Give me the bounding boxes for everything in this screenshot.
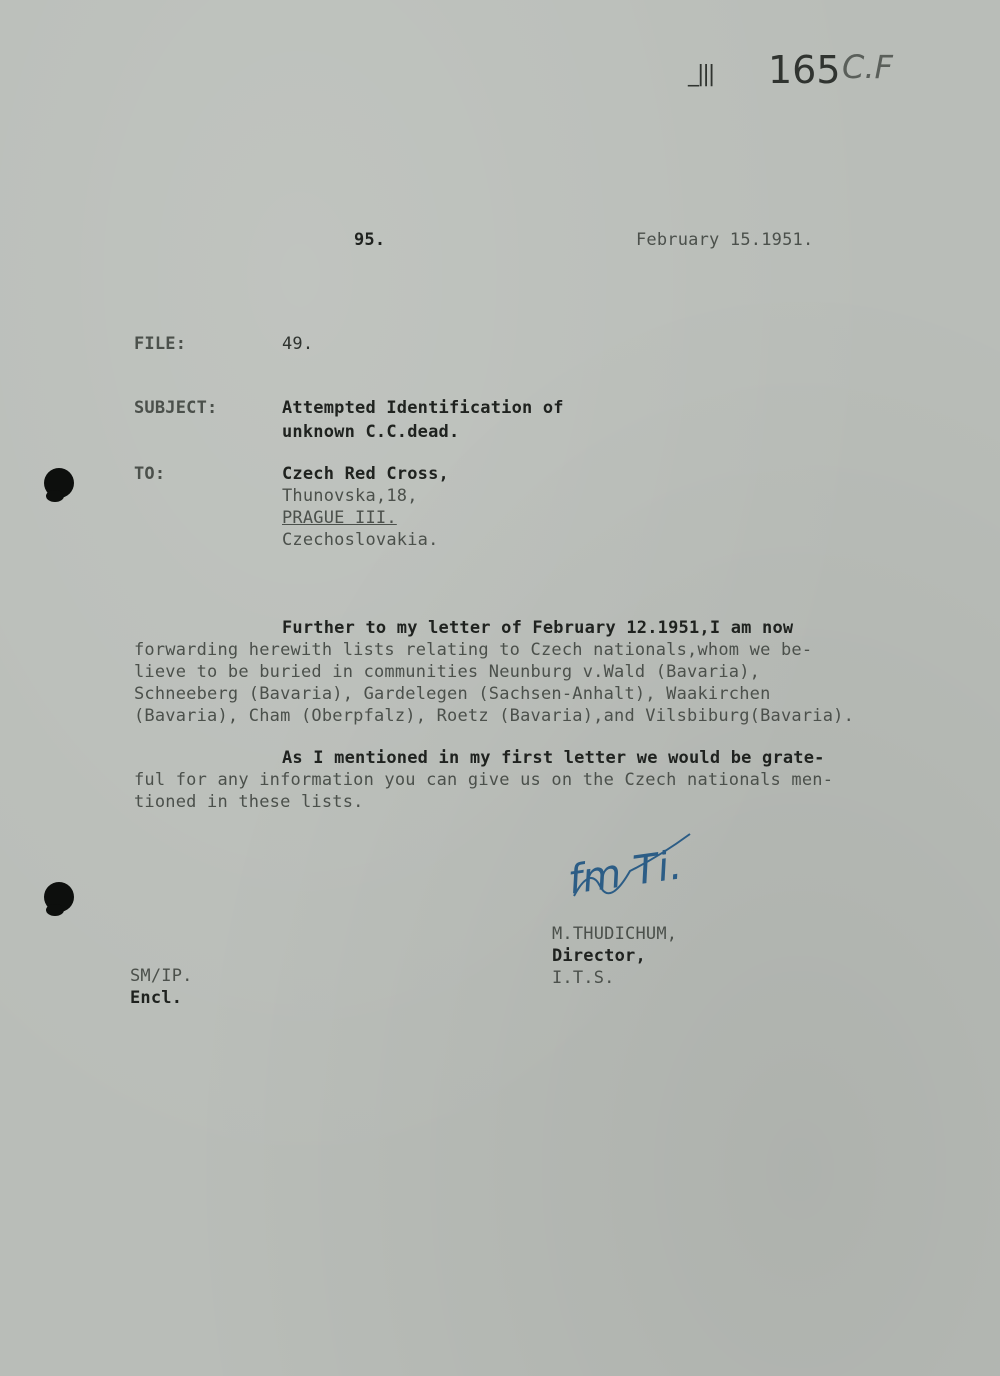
- file-label: FILE:: [134, 334, 187, 354]
- page-number: 165: [768, 48, 841, 92]
- address-line: PRAGUE III.: [282, 508, 397, 528]
- letter-date: February 15.1951.: [636, 230, 814, 250]
- body-line: forwarding herewith lists relating to Czech nationals,whom we be-: [134, 640, 813, 660]
- file-value: 49.: [282, 334, 314, 354]
- subject-label: SUBJECT:: [134, 398, 218, 418]
- address-line: Czech Red Cross,: [282, 464, 449, 484]
- body-line: tioned in these lists.: [134, 792, 364, 812]
- handwritten-initials: C.F: [842, 48, 893, 86]
- to-label: TO:: [134, 464, 166, 484]
- handwritten-signature: fm Ti.: [565, 842, 685, 904]
- typist-initials: SM/IP.: [130, 966, 193, 986]
- signature-stroke: [560, 826, 760, 906]
- signatory-name: M.THUDICHUM,: [552, 924, 678, 944]
- subject-line: unknown C.C.dead.: [282, 422, 460, 442]
- body-line: lieve to be buried in communities Neunburg v.Wald (Bavaria),: [134, 662, 761, 682]
- body-line: Schneeberg (Bavaria), Gardelegen (Sachsen-Anhalt), Waakirchen: [134, 684, 771, 704]
- reference-number: 95.: [354, 230, 386, 250]
- punch-hole-top: [44, 468, 74, 498]
- signatory-title: Director,: [552, 946, 646, 966]
- body-line: ful for any information you can give us on the Czech nationals men-: [134, 770, 834, 790]
- enclosure-note: Encl.: [130, 988, 183, 1008]
- address-line: Thunovska,18,: [282, 486, 418, 506]
- address-line: Czechoslovakia.: [282, 530, 439, 550]
- signatory-org: I.T.S.: [552, 968, 615, 988]
- body-line: As I mentioned in my first letter we would be grate-: [282, 748, 825, 768]
- stamp-mark: _|||: [688, 62, 714, 87]
- body-line: (Bavaria), Cham (Oberpfalz), Roetz (Bavaria),and Vilsbiburg(Bavaria).: [134, 706, 855, 726]
- punch-hole-bottom: [44, 882, 74, 912]
- subject-line: Attempted Identification of: [282, 398, 564, 418]
- body-line: Further to my letter of February 12.1951,I am now: [282, 618, 794, 638]
